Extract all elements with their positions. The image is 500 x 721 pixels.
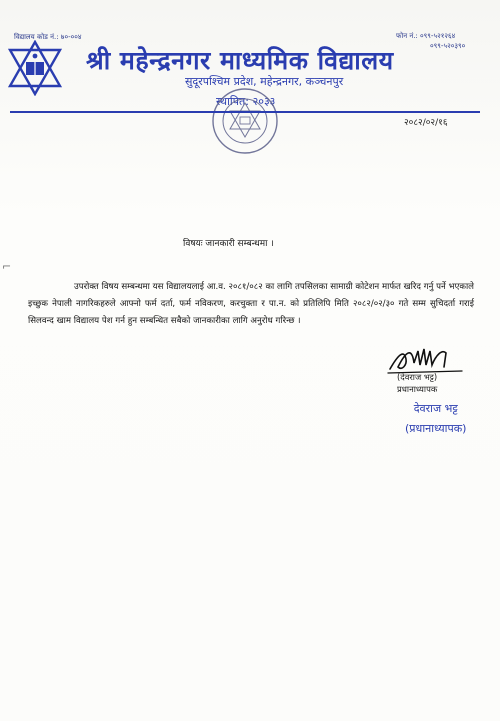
signatory-title-typed: प्रधानाध्यापक	[397, 384, 438, 394]
signatory-title-stamp: (प्रधानाध्यापक)	[405, 422, 467, 435]
nepal-emblem-logo-icon	[6, 40, 64, 96]
letter-body-paragraph: उपरोक्त विषय सम्बन्धमा यस विद्यालयलाई आ.व. २०८१/०८२ का लागि तपसिलका सामाग्री कोटेशन मार्फत खरिद गर्नु पर्ने भएकाले इच्छुक नेपाली नागरिकहरुले आफ्नो फर्म दर्ता, फर्म नविकरण, करचुक्ता र पा.न. को प्रतिलिपि मिति २०८२/०२/३० गते सम्म सुचिदर्ता गराई सिलवन्द खाम विद्यालय पेश गर्न हुन सम्बन्धित सबैको जानकारीका लागि अनुरोध गरिन्छ ।	[28, 282, 474, 326]
signatory-stamp	[405, 399, 466, 439]
signatory-block-typed	[397, 371, 437, 395]
phone-line-2: ०९९-५२०३९०	[430, 42, 466, 50]
school-seal-stamp-icon	[210, 86, 280, 156]
school-code: विद्यालय कोड नं.: ७०-००४	[14, 33, 82, 41]
header-divider	[10, 111, 480, 113]
letter-body	[28, 279, 474, 329]
margin-tick-mark-icon: ⌐	[2, 260, 12, 273]
letter-subject: विषयः जानकारी सम्बन्धमा ।	[183, 239, 274, 249]
letter-date: २०८२/०२/१६	[404, 118, 448, 128]
phone-line-1: फोन नं.: ०९९-५२१२६४	[396, 32, 456, 40]
school-name: श्री महेन्द्रनगर माध्यमिक विद्यालय	[86, 46, 394, 75]
signatory-name-stamp: देवराज भट्ट	[413, 402, 458, 415]
school-address: सुदूरपश्चिम प्रदेश, महेन्द्रनगर, कञ्चनपुर	[185, 75, 344, 88]
signatory-name-typed: (देवराज भट्ट)	[397, 372, 438, 382]
established-year: स्थापित: २०३३	[216, 95, 276, 108]
